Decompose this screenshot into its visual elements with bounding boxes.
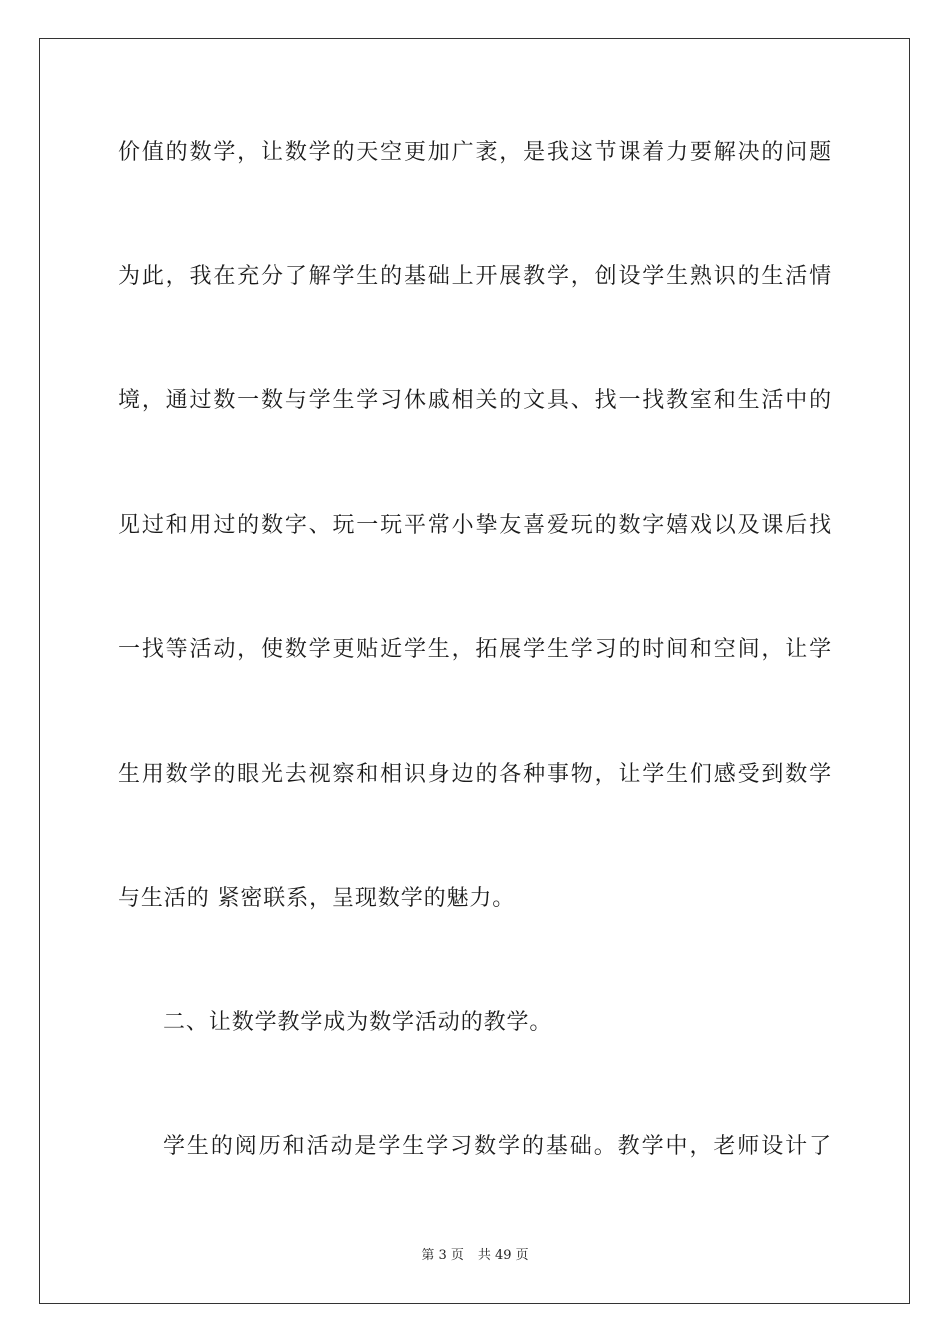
page-footer bbox=[0, 1247, 950, 1265]
body-line-6: 生用数学的眼光去视察和相识身边的各种事物，让学生们感受到数学 bbox=[118, 762, 832, 787]
section-heading: 二、让数学教学成为数学活动的教学。 bbox=[163, 1010, 553, 1035]
page-border bbox=[39, 38, 910, 1304]
body-line-5: 一找等活动，使数学更贴近学生，拓展学生学习的时间和空间，让学 bbox=[118, 637, 832, 662]
body-line-4: 见过和用过的数字、玩一玩平常小挚友喜爱玩的数字嬉戏以及课后找 bbox=[118, 513, 832, 538]
body-line-3: 境，通过数一数与学生学习休戚相关的文具、找一找教室和生活中的 bbox=[118, 388, 832, 413]
body-line-1: 价值的数学，让数学的天空更加广袤，是我这节课着力要解决的问题 bbox=[118, 140, 832, 165]
page-total: 共 49 页 bbox=[477, 1248, 529, 1263]
body-line-7: 与生活的 紧密联系，呈现数学的魅力。 bbox=[118, 886, 516, 911]
body-line-9: 学生的阅历和活动是学生学习数学的基础。教学中，老师设计了 bbox=[163, 1134, 832, 1159]
page-number: 第 3 页 bbox=[421, 1248, 464, 1263]
body-line-2: 为此，我在充分了解学生的基础上开展教学，创设学生熟识的生活情 bbox=[118, 264, 832, 289]
